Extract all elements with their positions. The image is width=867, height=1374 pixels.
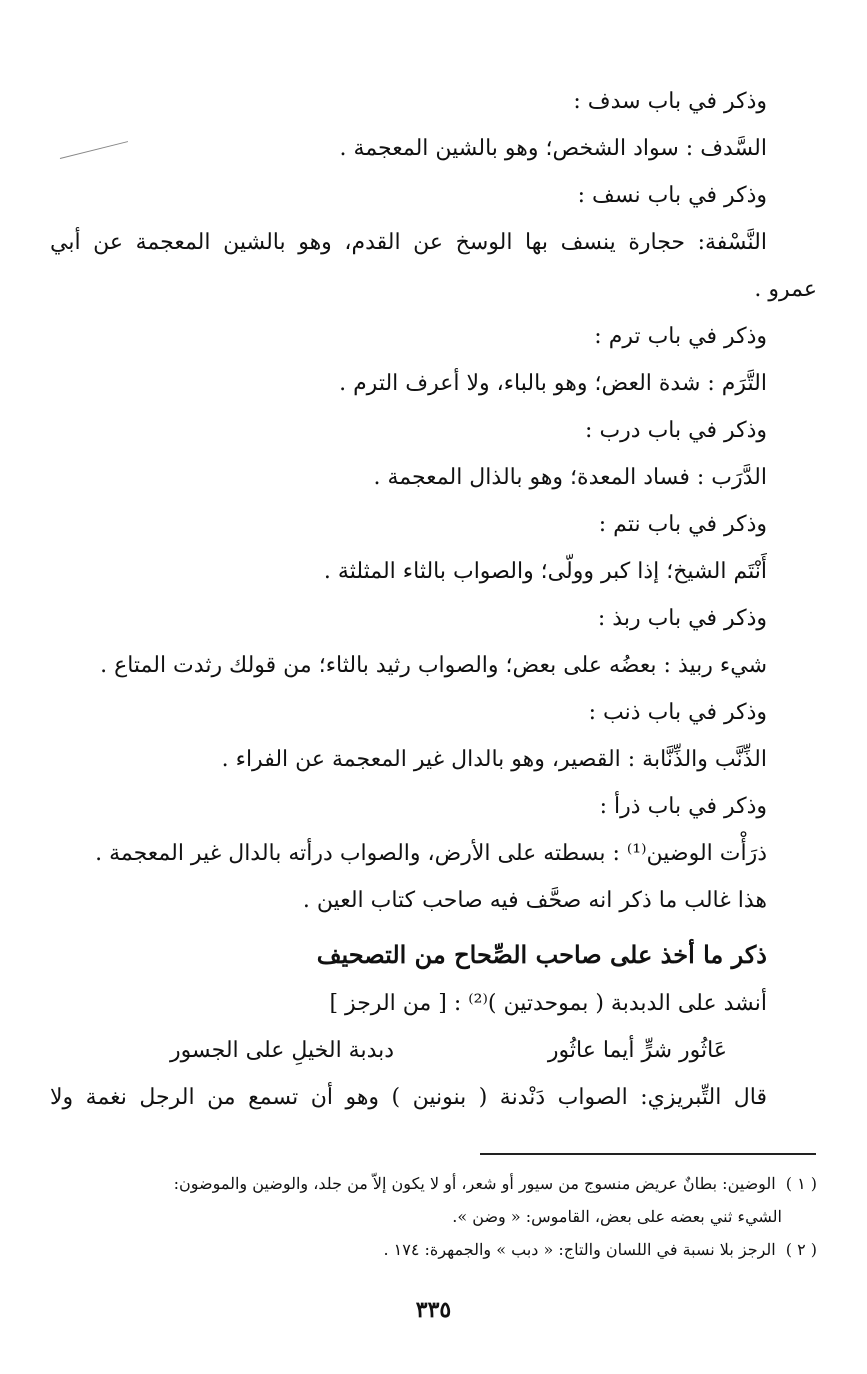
footnote-text: الرجز بلا نسبة في اللسان والتاج: « دبب » والجمهرة: ١٧٤ . [383, 1240, 776, 1259]
text-line-bab-sadaf: وذكر في باب سدف : [573, 89, 767, 114]
text-line-verse-intro: أنشد على الدبدبة ( بموحدتين )⁽²⁾ : [ من الرجز ] [329, 991, 767, 1016]
verse-first-hemistich: عَاثُور شرٍّ أيما عاثُور [547, 1038, 727, 1063]
text-line-tabrizi: قال التِّبريزي: الصواب دَنْدنة ( بنونين ) وهو أن تسمع من الرجل نغمة ولا [50, 1085, 767, 1110]
footnote-1-continuation: الشيء ثني بعضه على بعض، القاموس: « وضن ». [452, 1207, 782, 1226]
text-line-dhinnab-definition: الذِّنَّب والذِّنَّابة : القصير، وهو بالدال غير المعجمة عن الفراء . [221, 747, 767, 772]
section-heading: ذكر ما أخذ على صاحب الصِّحاح من التصحيف [316, 940, 767, 969]
footnote-number: ( ٢ ) [785, 1240, 817, 1259]
footnote-number: ( ١ ) [785, 1174, 817, 1193]
text-line-bab-darab: وذكر في باب درب : [585, 418, 767, 443]
text-line-bab-taram: وذكر في باب ترم : [594, 324, 767, 349]
text-line-bab-dhanab: وذكر في باب ذنب : [588, 700, 767, 725]
footnotes [30, 1167, 817, 1266]
verse-line [50, 1027, 767, 1074]
text-line-rabidh-definition: شيء ربيذ : بعضُه على بعض؛ والصواب رثيد بالثاء؛ من قولك رثدت المتاع . [100, 653, 767, 678]
text-line-sadaf-definition: السَّدف : سواد الشخص؛ وهو بالشين المعجمة . [339, 136, 767, 161]
main-text [50, 78, 817, 1121]
text-line-nasfa-definition: النَّسْفة: حجارة ينسف بها الوسخ عن القدم، وهو بالشين المعجمة عن أبي [50, 230, 767, 255]
footnote-text: الوضين: بطانٌ عريض منسوج من سيور أو شعر، أو لا يكون إلاّ من جلد، والوضين والموضون: [173, 1174, 776, 1193]
text-line-darab-definition: الدَّرَب : فساد المعدة؛ وهو بالذال المعجمة . [373, 465, 767, 490]
text-line-bab-natam: وذكر في باب نتم : [598, 512, 767, 537]
text-line-natam-definition: أَنْتَم الشيخ؛ إذا كبر وولّى؛ والصواب بالثاء المثلثة . [323, 559, 767, 584]
footnote-2 [30, 1233, 817, 1266]
text-line-summary: هذا غالب ما ذكر انه صحَّف فيه صاحب كتاب العين . [302, 888, 767, 913]
page-number: ٣٣٥ [415, 1297, 452, 1323]
text-line-nasfa-continuation: عمرو . [754, 277, 817, 302]
text-line-bab-dhara: وذكر في باب ذرأ : [599, 794, 767, 819]
text-line-dharat-definition: ذرَأْت الوضين⁽¹⁾ : بسطته على الأرض، والصواب درأته بالدال غير المعجمة . [95, 841, 767, 866]
verse-second-hemistich: دبدبة الخيلِ على الجسور [170, 1038, 395, 1063]
footnote-separator [480, 1153, 816, 1155]
text-line-taram-definition: التَّرَم : شدة العض؛ وهو بالباء، ولا أعرف الترم . [339, 371, 767, 396]
footnote-1 [30, 1167, 817, 1200]
text-line-bab-nasaf: وذكر في باب نسف : [577, 183, 767, 208]
text-line-bab-rabadh: وذكر في باب ربذ : [597, 606, 767, 631]
